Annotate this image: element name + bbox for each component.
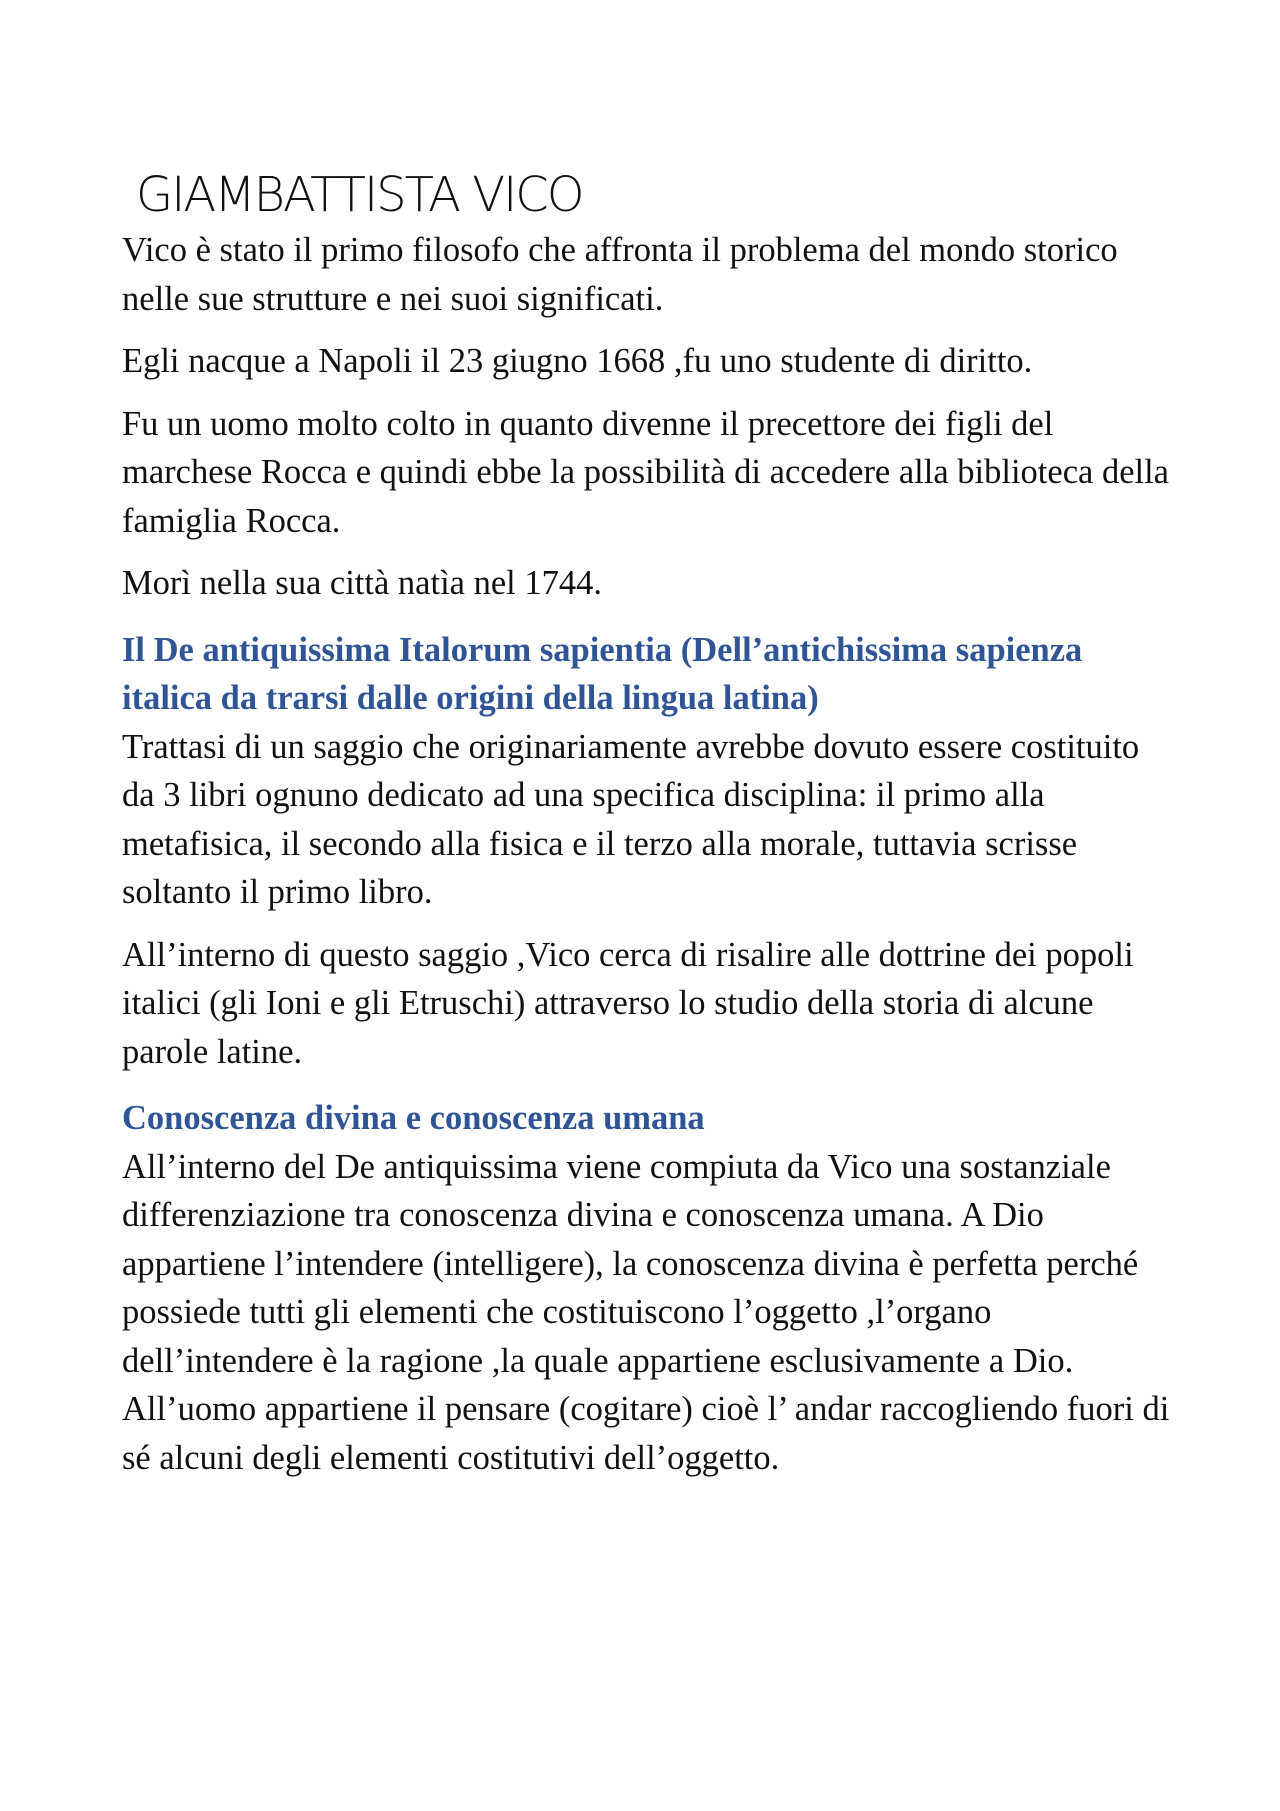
section1-paragraph: All’interno di questo saggio ,Vico cerca di risalire alle dottrine dei popoli italici (gli Ioni e gli Etruschi) attraverso lo studio della storia di alcune parole latine. [122,935,1134,1071]
section-heading-conoscenza: Conoscenza divina e conoscenza umana [122,1099,705,1137]
section1-paragraph: Trattasi di un saggio che originariamente avrebbe dovuto essere costituito da 3 libri ognuno dedicato ad una specifica disciplina: il primo alla metafisica, il secondo alla fisica e il terzo alla morale, tuttavia scrisse soltanto il primo libro. [122,727,1140,911]
intro-paragraph: Vico è stato il primo filosofo che affronta il problema del mondo storico nelle sue strutture e nei suoi significati. [122,231,1118,318]
section2-paragraph: All’interno del De antiquissima viene compiuta da Vico una sostanziale differenziazione tra conoscenza divina e conoscenza umana. A Dio appartiene l’intendere (intelligere), la conoscenza divina è perfetta perché possiede tutti gli elementi che costituiscono l’oggetto ,l’organo dell’intendere è la ragione ,la quale appartiene esclusivamente a Dio. All’uomo appartiene il pensare (cogitare) cioè l’ andar raccogliendo fuori di sé alcuni degli elementi costitutivi dell’oggetto. [122,1147,1170,1477]
intro-paragraph: Morì nella sua città natìa nel 1744. [122,564,602,602]
intro-paragraph: Fu un uomo molto colto in quanto divenne il precettore dei figli del marchese Rocca e quindi ebbe la possibilità di accedere alla biblioteca della famiglia Rocca. [122,404,1169,540]
document-content [122,162,1172,1496]
section-heading-de-antiquissima: Il De antiquissima Italorum sapientia (Dell’antichissima sapienza italica da trarsi dalle origini della lingua latina) [122,630,1083,717]
document-title: GIAMBATTISTA VICO [136,167,583,223]
intro-paragraph: Egli nacque a Napoli il 23 giugno 1668 ,fu uno studente di diritto. [122,342,1033,380]
